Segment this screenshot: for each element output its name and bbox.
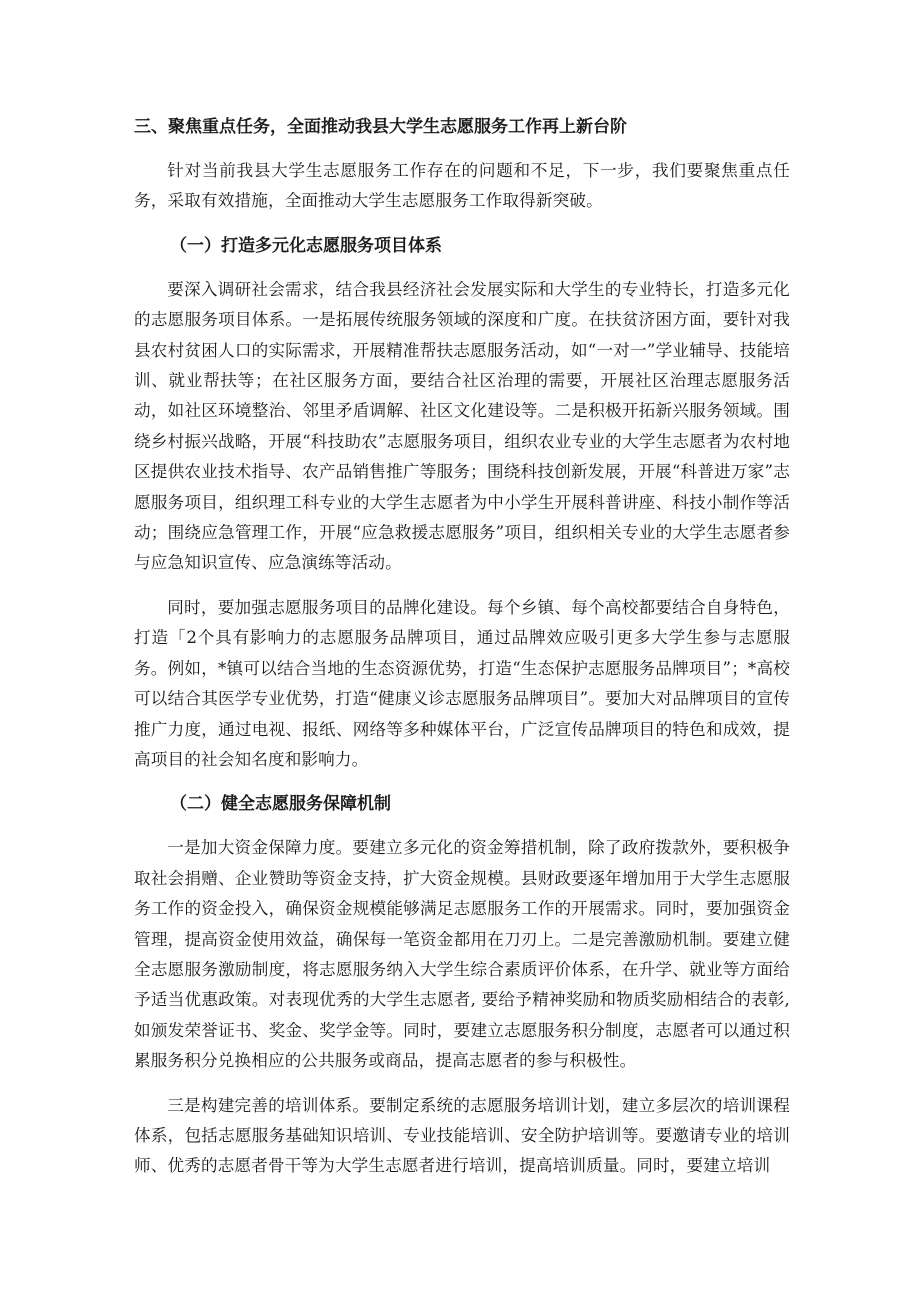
intro-paragraph: 针对当前我县大学生志愿服务工作存在的问题和不足，下一步，我们要聚焦重点任务，采取有效措施，全面推动大学生志愿服务工作取得新突破。 <box>134 161 790 211</box>
document-page <box>134 112 790 1196</box>
subsection-title-1: （一）打造多元化志愿服务项目体系 <box>170 235 442 256</box>
subsection-1-paragraph-2: 同时，要加强志愿服务项目的品牌化建设。每个乡镇、每个高校都要结合自身特色，打造「2个具有影响力的志愿服务品牌项目，通过品牌效应吸引更多大学生参与志愿服务。例如，*镇可以结合当地的生态资源优势，打造“生态保护志愿服务品牌项目”；*高校可以结合其医学专业优势，打造“健康义诊志愿服务品牌项目”。要加大对品牌项目的宣传推广力度，通过电视、报纸、网络等多种媒体平台，广泛宣传品牌项目的特色和成效，提高项目的社会知名度和影响力。 <box>134 597 790 769</box>
subsection-title-2: （二）健全志愿服务保障机制 <box>170 794 391 815</box>
subsection-2-paragraph-2: 三是构建完善的培训体系。要制定系统的志愿服务培训计划，建立多层次的培训课程体系，包括志愿服务基础知识培训、专业技能培训、安全防护培训等。要邀请专业的培训师、优秀的志愿者骨干等为大学生志愿者进行培训，提高培训质量。同时，要建立培训 <box>134 1095 790 1176</box>
subsection-2-paragraph-1: 一是加大资金保障力度。要建立多元化的资金筹措机制，除了政府拨款外，要积极争取社会捐赠、企业赞助等资金支持，扩大资金规模。县财政要逐年增加用于大学生志愿服务工作的资金投入，确保资金规模能够满足志愿服务工作的开展需求。同时，要加强资金管理，提高资金使用效益，确保每一笔资金都用在刀刃上。二是完善激励机制。要建立健全志愿服务激励制度，将志愿服务纳入大学生综合素质评价体系，在升学、就业等方面给予适当优惠政策。对表现优秀的大学生志愿者, 要给予精神奖励和物质奖励相结合的表彰, 如颁发荣誉证书、奖金、奖学金等。同时，要建立志愿服务积分制度，志愿者可以通过积累服务积分兑换相应的公共服务或商品，提高志愿者的参与积极性。 <box>134 838 790 1071</box>
section-title: 三、聚焦重点任务，全面推动我县大学生志愿服务工作再上新台阶 <box>134 117 627 137</box>
subsection-1-paragraph-1: 要深入调研社会需求，结合我县经济社会发展实际和大学生的专业特长，打造多元化的志愿服务项目体系。一是拓展传统服务领域的深度和广度。在扶贫济困方面，要针对我县农村贫困人口的实际需求，开展精准帮扶志愿服务活动，如“一对一”学业辅导、技能培训、就业帮扶等；在社区服务方面，要结合社区治理的需要，开展社区治理志愿服务活动，如社区环境整治、邻里矛盾调解、社区文化建设等。二是积极开拓新兴服务领域。围绕乡村振兴战略，开展“科技助农”志愿服务项目，组织农业专业的大学生志愿者为农村地区提供农业技术指导、农产品销售推广等服务；围绕科技创新发展，开展“科普进万家”志愿服务项目，组织理工科专业的大学生志愿者为中小学生开展科普讲座、科技小制作等活动；围绕应急管理工作，开展“应急救援志愿服务”项目，组织相关专业的大学生志愿者参与应急知识宣传、应急演练等活动。 <box>134 279 790 573</box>
